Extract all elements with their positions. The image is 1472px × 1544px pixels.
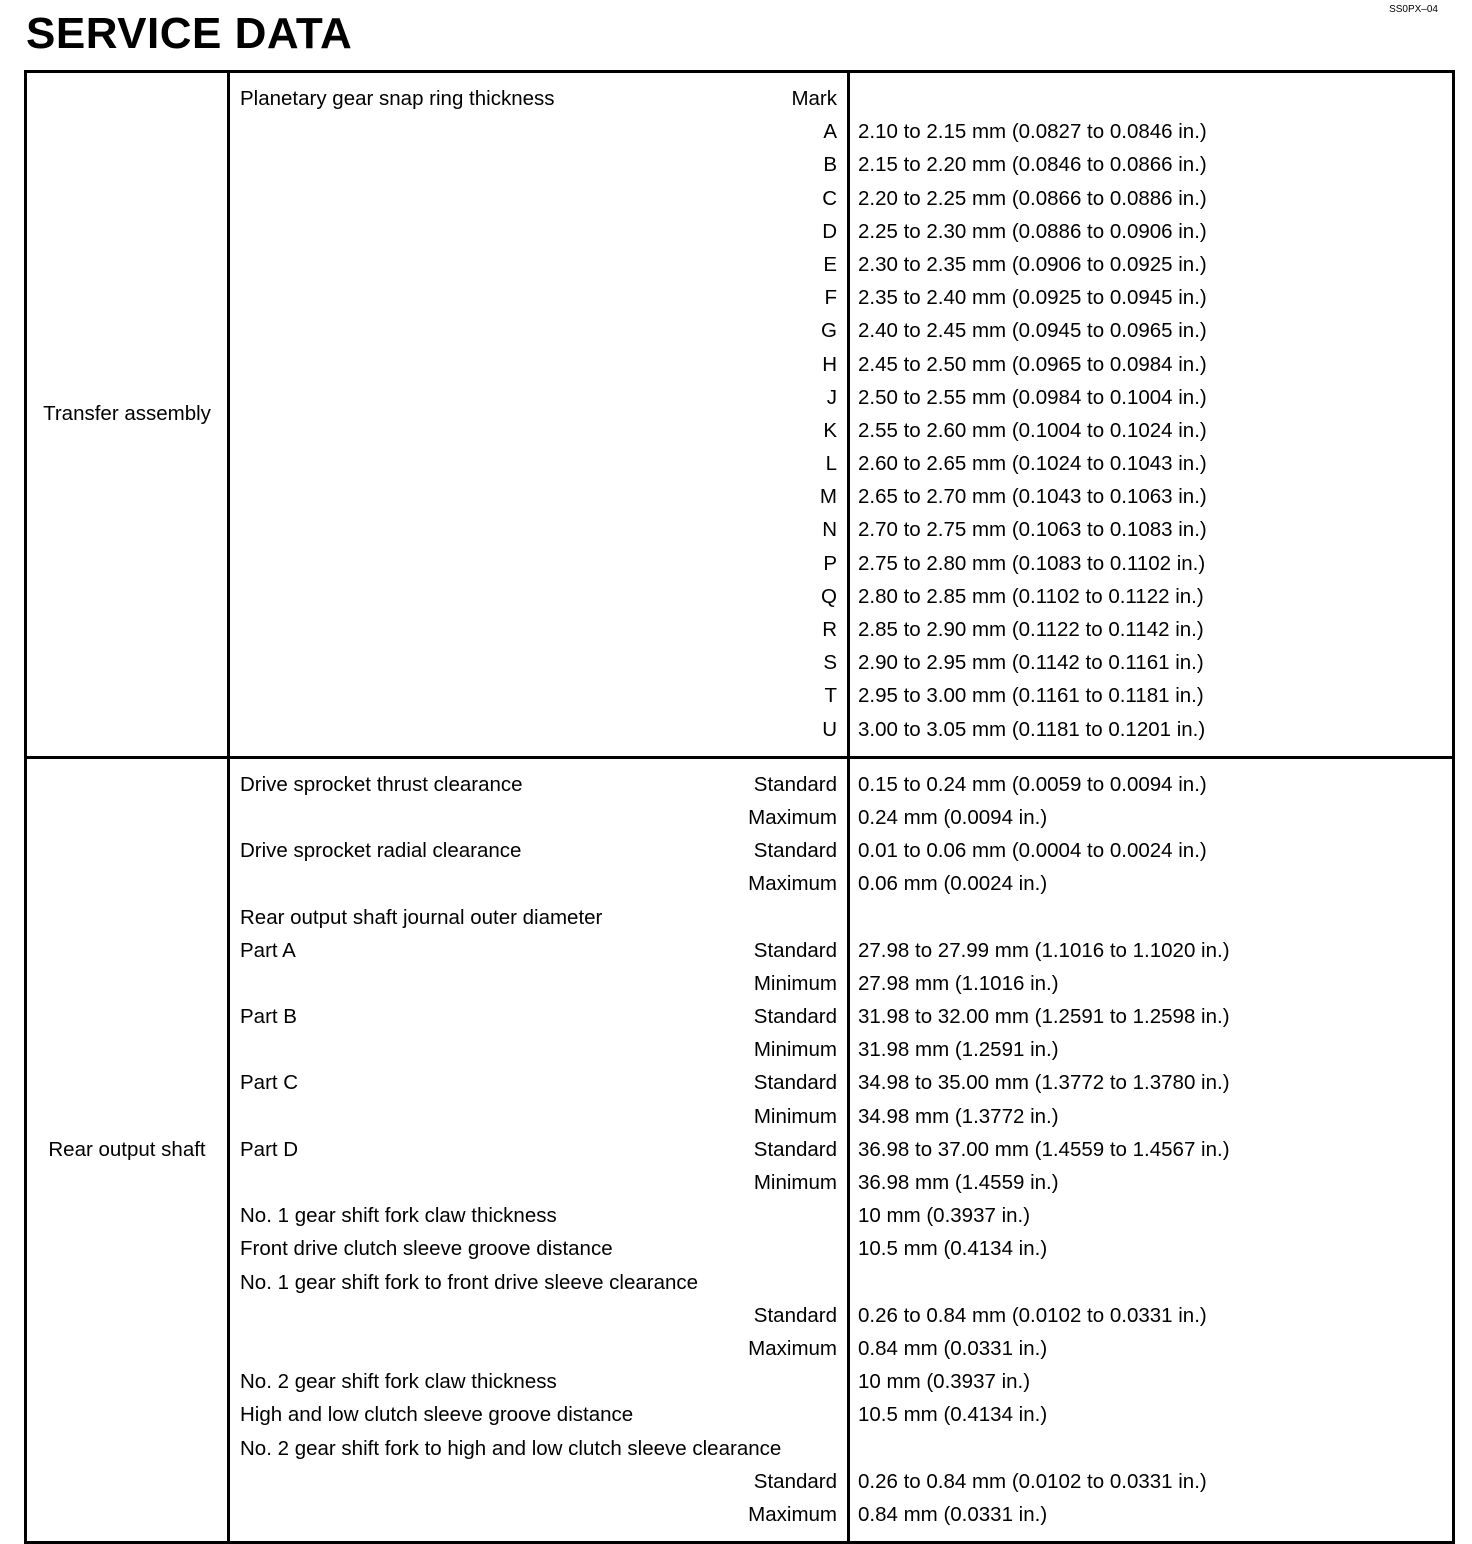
spec-condition: N	[822, 518, 837, 542]
spec-value: 2.65 to 2.70 mm (0.1043 to 0.1063 in.)	[858, 485, 1207, 509]
value-column	[849, 757, 1454, 1542]
spec-item-line	[240, 152, 837, 185]
spec-item-line	[240, 1104, 837, 1137]
spec-item-line	[240, 1137, 837, 1170]
spec-item-line	[240, 352, 837, 385]
spec-label: Part C	[240, 1071, 299, 1095]
spec-condition: R	[822, 618, 837, 641]
spec-condition: M	[819, 485, 837, 509]
spec-condition: J	[826, 385, 837, 409]
spec-condition: Standard	[753, 839, 837, 863]
spec-value	[858, 1270, 1444, 1303]
spec-value: 2.25 to 2.30 mm (0.0886 to 0.0906 in.)	[858, 219, 1207, 243]
spec-item-line	[240, 1502, 837, 1535]
spec-condition: Minimum	[753, 1104, 837, 1128]
spec-condition: Minimum	[753, 1171, 837, 1194]
spec-item-line	[240, 617, 837, 650]
spec-label: Drive sprocket radial clearance	[240, 839, 522, 863]
spec-value: 0.06 mm (0.0024 in.)	[858, 872, 1048, 896]
spec-value: 2.35 to 2.40 mm (0.0925 to 0.0945 in.)	[858, 286, 1207, 310]
spec-condition: B	[823, 153, 837, 177]
spec-condition: Standard	[753, 1005, 837, 1029]
spec-condition: Maximum	[748, 805, 837, 829]
spec-value: 27.98 mm (1.1016 in.)	[858, 971, 1059, 995]
spec-item-line	[240, 451, 837, 484]
spec-value: 2.95 to 3.00 mm (0.1161 to 0.1181 in.)	[858, 684, 1204, 708]
spec-condition: Maximum	[748, 872, 837, 896]
spec-condition: Standard	[753, 1469, 837, 1493]
spec-condition: F	[824, 286, 837, 310]
spec-item-line	[240, 1270, 837, 1303]
spec-item-line	[240, 717, 837, 750]
page-title: SERVICE DATA	[26, 9, 353, 58]
spec-condition: L	[825, 452, 837, 476]
spec-label: No. 1 gear shift fork claw thickness	[240, 1204, 557, 1228]
spec-label: Drive sprocket thrust clearance	[240, 772, 523, 796]
spec-item-line	[240, 119, 837, 152]
spec-label: Part D	[240, 1137, 299, 1161]
spec-value: 2.70 to 2.75 mm (0.1063 to 0.1083 in.)	[858, 518, 1207, 542]
spec-value	[858, 905, 1444, 938]
category-cell: Rear output shaft	[26, 757, 229, 1542]
spec-item-line	[240, 805, 837, 838]
spec-value: 10.5 mm (0.4134 in.)	[858, 1237, 1048, 1261]
spec-value: 2.30 to 2.35 mm (0.0906 to 0.0925 in.)	[858, 252, 1207, 276]
spec-value: 10 mm (0.3937 in.)	[858, 1370, 1031, 1394]
spec-value: 2.50 to 2.55 mm (0.0984 to 0.1004 in.)	[858, 385, 1207, 409]
spec-condition: Standard	[753, 1137, 837, 1161]
spec-value: 2.20 to 2.25 mm (0.0866 to 0.0886 in.)	[858, 186, 1207, 210]
spec-condition: P	[823, 551, 837, 575]
spec-item-line	[240, 418, 837, 451]
document-code: SS0PX–04	[1389, 4, 1438, 15]
spec-item-line	[240, 484, 837, 517]
spec-value: 10 mm (0.3937 in.)	[858, 1204, 1031, 1228]
spec-item-line	[240, 650, 837, 683]
spec-item-line	[240, 186, 837, 219]
spec-label: Part B	[240, 1005, 297, 1029]
spec-item-line	[240, 938, 837, 971]
spec-value: 0.01 to 0.06 mm (0.0004 to 0.0024 in.)	[858, 839, 1207, 863]
spec-value: 2.40 to 2.45 mm (0.0945 to 0.0965 in.)	[858, 319, 1207, 343]
spec-condition: E	[823, 252, 837, 276]
spec-condition: Maximum	[748, 1336, 837, 1360]
spec-item-line	[240, 285, 837, 318]
spec-label: No. 1 gear shift fork to front drive sleeve clearance	[240, 1270, 699, 1294]
spec-value	[858, 1436, 1444, 1469]
spec-item-line	[240, 683, 837, 716]
service-data-table	[24, 70, 1455, 1544]
spec-label: No. 2 gear shift fork claw thickness	[240, 1370, 557, 1394]
spec-value: 2.60 to 2.65 mm (0.1024 to 0.1043 in.)	[858, 452, 1207, 476]
spec-item-line	[240, 1402, 837, 1435]
spec-value: 2.10 to 2.15 mm (0.0827 to 0.0846 in.)	[858, 120, 1207, 144]
spec-value: 2.85 to 2.90 mm (0.1122 to 0.1142 in.)	[858, 618, 1204, 641]
spec-value: 31.98 mm (1.2591 in.)	[858, 1038, 1059, 1062]
spec-condition: U	[822, 717, 837, 741]
spec-value: 31.98 to 32.00 mm (1.2591 to 1.2598 in.)	[858, 1005, 1230, 1029]
spec-condition: Standard	[753, 938, 837, 962]
spec-item-line	[240, 252, 837, 285]
spec-value: 2.75 to 2.80 mm (0.1083 to 0.1102 in.)	[858, 551, 1206, 575]
spec-item-line	[240, 871, 837, 904]
spec-condition: D	[822, 219, 837, 243]
spec-condition: Q	[821, 584, 837, 608]
spec-label: Planetary gear snap ring thickness	[240, 87, 555, 110]
spec-value: 2.90 to 2.95 mm (0.1142 to 0.1161 in.)	[858, 651, 1204, 675]
spec-value	[858, 86, 1444, 119]
spec-value: 0.84 mm (0.0331 in.)	[858, 1336, 1048, 1360]
spec-item-line	[240, 517, 837, 550]
spec-item-line	[240, 1336, 837, 1369]
spec-value: 36.98 mm (1.4559 in.)	[858, 1171, 1059, 1194]
spec-condition: K	[823, 418, 837, 442]
spec-label: Front drive clutch sleeve groove distance	[240, 1237, 613, 1261]
spec-item-line	[240, 1037, 837, 1070]
spec-item-line	[240, 385, 837, 418]
spec-value: 2.15 to 2.20 mm (0.0846 to 0.0866 in.)	[858, 153, 1207, 177]
spec-item-line	[240, 838, 837, 871]
spec-condition: Standard	[753, 1303, 837, 1327]
spec-label: No. 2 gear shift fork to high and low clutch sleeve clearance	[240, 1436, 782, 1460]
spec-item-line	[240, 1469, 837, 1502]
spec-condition: A	[823, 120, 837, 144]
item-column	[229, 72, 849, 758]
spec-item-line	[240, 219, 837, 252]
spec-condition: H	[822, 352, 837, 376]
spec-condition: G	[821, 319, 837, 343]
spec-item-line	[240, 1203, 837, 1236]
spec-item-line	[240, 1236, 837, 1269]
spec-label: High and low clutch sleeve groove distance	[240, 1403, 634, 1427]
spec-label: Part A	[240, 938, 296, 962]
spec-item-line	[240, 584, 837, 617]
spec-item-line	[240, 318, 837, 351]
spec-value: 27.98 to 27.99 mm (1.1016 to 1.1020 in.)	[858, 938, 1230, 962]
spec-item-line	[240, 772, 837, 805]
spec-item-line	[240, 1070, 837, 1103]
spec-item-line	[240, 1369, 837, 1402]
spec-condition: Minimum	[753, 971, 837, 995]
spec-condition: C	[822, 186, 837, 210]
spec-label: Rear output shaft journal outer diameter	[240, 905, 603, 929]
spec-value: 0.15 to 0.24 mm (0.0059 to 0.0094 in.)	[858, 772, 1207, 796]
spec-item-line	[240, 551, 837, 584]
spec-value: 34.98 mm (1.3772 in.)	[858, 1104, 1059, 1128]
spec-condition: Minimum	[753, 1038, 837, 1062]
section-row	[26, 757, 1454, 1542]
value-column	[849, 72, 1454, 758]
category-cell: Transfer assembly	[26, 72, 229, 758]
spec-item-line	[240, 905, 837, 938]
spec-value: 2.80 to 2.85 mm (0.1102 to 0.1122 in.)	[858, 584, 1204, 608]
spec-value: 0.84 mm (0.0331 in.)	[858, 1502, 1048, 1526]
spec-value: 36.98 to 37.00 mm (1.4559 to 1.4567 in.)	[858, 1137, 1230, 1161]
spec-item-line	[240, 1170, 837, 1203]
spec-condition: Standard	[753, 1071, 837, 1095]
spec-item-line	[240, 1004, 837, 1037]
section-row	[26, 72, 1454, 758]
spec-value: 10.5 mm (0.4134 in.)	[858, 1403, 1048, 1427]
spec-value: 3.00 to 3.05 mm (0.1181 to 0.1201 in.)	[858, 717, 1206, 741]
spec-condition: Mark	[791, 87, 837, 110]
spec-item-line	[240, 1436, 837, 1469]
spec-condition: Standard	[753, 772, 837, 796]
spec-condition: S	[823, 651, 837, 675]
spec-item-line	[240, 971, 837, 1004]
spec-value: 0.24 mm (0.0094 in.)	[858, 805, 1048, 829]
spec-value: 2.55 to 2.60 mm (0.1004 to 0.1024 in.)	[858, 418, 1207, 442]
spec-condition: T	[824, 684, 837, 708]
spec-value: 34.98 to 35.00 mm (1.3772 to 1.3780 in.)	[858, 1071, 1230, 1095]
spec-value: 0.26 to 0.84 mm (0.0102 to 0.0331 in.)	[858, 1303, 1207, 1327]
spec-item-line	[240, 86, 837, 119]
spec-condition: Maximum	[748, 1502, 837, 1526]
spec-value: 2.45 to 2.50 mm (0.0965 to 0.0984 in.)	[858, 352, 1207, 376]
spec-item-line	[240, 1303, 837, 1336]
spec-value: 0.26 to 0.84 mm (0.0102 to 0.0331 in.)	[858, 1469, 1207, 1493]
item-column	[229, 757, 849, 1542]
